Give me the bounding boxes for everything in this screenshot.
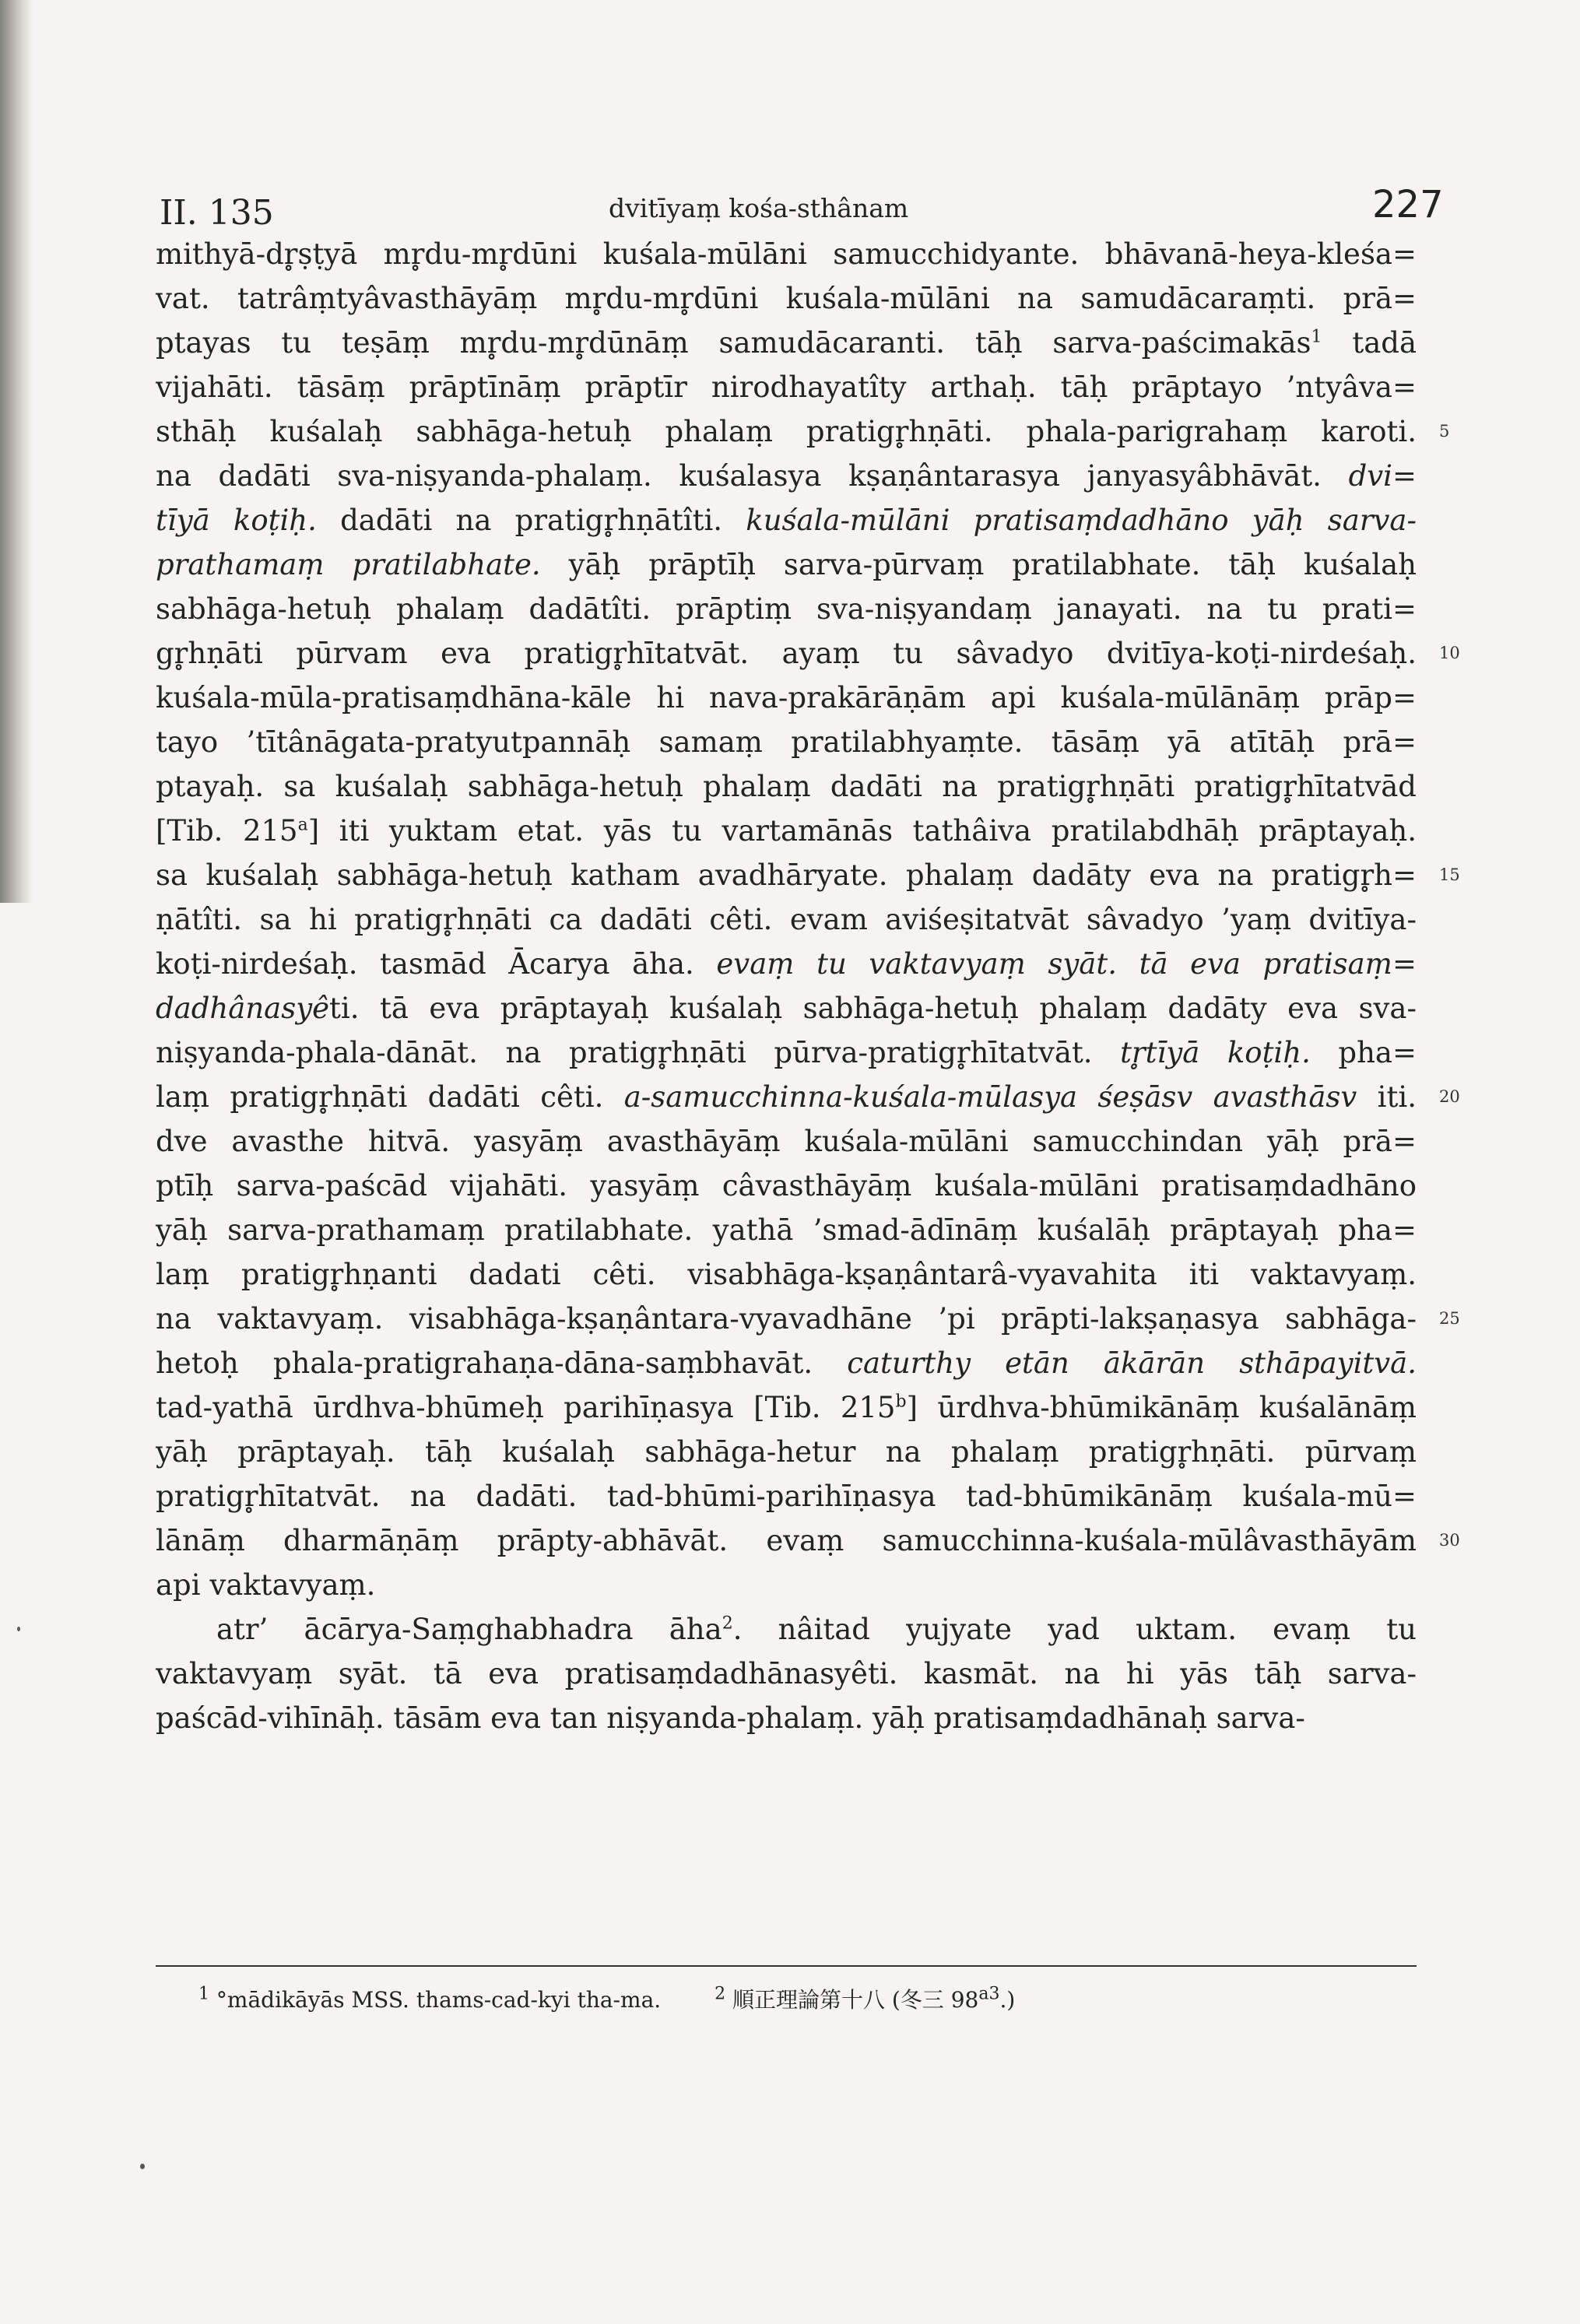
- line-number: 25: [1439, 1309, 1460, 1328]
- main-text: [156, 232, 1460, 1740]
- text-run: ptīḥ sarva-paścād vijahāti. yasyāṃ câvasthāyāṃ kuśala-mūlāni pratisaṃdadhāno: [156, 1169, 1417, 1202]
- text-line: [156, 1652, 1417, 1696]
- text-run: yāḥ prāptīḥ sarva-pūrvaṃ pratilabhate. tāḥ kuśalaḥ: [540, 548, 1417, 581]
- text-run: ṇātîti. sa hi pratigr̥hṇāti ca dadāti cêti. evam aviśeṣitatvāt sâvadyo ’yaṃ dvitīya-: [156, 903, 1417, 936]
- text-run: pha=: [1310, 1036, 1417, 1069]
- text-run: 2: [722, 1613, 733, 1634]
- chapter-title: dvitīyaṃ kośa-sthânam: [609, 193, 909, 223]
- text-line: [156, 853, 1460, 897]
- text-line: [156, 1563, 1417, 1607]
- text-run: yāḥ prāptayaḥ. tāḥ kuśalaḥ sabhāga-hetur na phalaṃ pratigr̥hṇāti. pūrvaṃ: [156, 1435, 1417, 1469]
- footnote-2-close: .): [999, 1987, 1016, 2013]
- text-run: ] ūrdhva-bhūmikānāṃ kuśalānāṃ: [906, 1391, 1417, 1424]
- text-run: tīyā koṭiḥ.: [156, 504, 317, 537]
- text-line: [156, 764, 1417, 809]
- line-number: 20: [1439, 1087, 1460, 1106]
- text-run: laṃ pratigr̥hṇāti dadāti cêti.: [156, 1080, 624, 1114]
- text-line: [156, 720, 1417, 764]
- text-line: [156, 809, 1417, 853]
- text-run: tr̥tīyā koṭiḥ.: [1120, 1036, 1311, 1069]
- footnote-2-number: 2: [715, 1984, 726, 2004]
- text-run: hetoḥ phala-pratigrahaṇa-dāna-saṃbhavāt.: [156, 1346, 848, 1380]
- text-line: [156, 1297, 1460, 1341]
- footnote-1: [198, 1984, 668, 2013]
- text-run: vaktavyaṃ syāt. tā eva pratisaṃdadhānasyêti. kasmāt. na hi yās tāḥ sarva-: [156, 1657, 1417, 1690]
- text-run: laṃ pratigr̥hṇanti dadati cêti. visabhāga-kṣaṇântarâ-vyavahita iti vaktavyaṃ.: [156, 1258, 1417, 1291]
- text-line: [156, 1341, 1417, 1385]
- text-line: [156, 986, 1417, 1030]
- text-run: na vaktavyaṃ. visabhāga-kṣaṇântara-vyavadhāne ’pi prāpti-lakṣaṇasya sabhāga-: [156, 1302, 1417, 1336]
- text-run: a-samucchinna-kuśala-mūlasya śeṣāsv avasthāsv: [623, 1080, 1357, 1114]
- text-line: [156, 1607, 1417, 1652]
- text-run: evaṃ tu vaktavyaṃ syāt. tā eva pratisaṃ=: [716, 947, 1417, 981]
- text-run: pratigr̥hītatvāt. na dadāti. tad-bhūmi-parihīṇasya tad-bhūmikānāṃ kuśala-mū=: [156, 1480, 1417, 1513]
- text-run: kuśala-mūlāni pratisaṃdadhāno yāḥ sarva-: [746, 504, 1417, 537]
- text-run: [Tib. 215: [156, 814, 298, 848]
- text-run: 1: [1311, 327, 1322, 347]
- text-line: [156, 542, 1417, 587]
- footnote-1-number: 1: [198, 1984, 209, 2004]
- text-run: tad-yathā ūrdhva-bhūmeḥ parihīṇasya [Tib. 215: [156, 1391, 896, 1424]
- text-run: caturthy etān ākārān sthāpayitvā.: [847, 1346, 1417, 1380]
- text-line: [156, 1430, 1417, 1474]
- scan-speck: [17, 1627, 20, 1631]
- running-head: [0, 179, 1580, 233]
- text-run: na dadāti sva-niṣyanda-phalaṃ. kuśalasya kṣaṇântarasya janyasyâbhāvāt.: [156, 459, 1349, 493]
- text-line: [156, 1474, 1417, 1518]
- text-run: prathamaṃ pratilabhate.: [156, 548, 541, 581]
- text-line: [156, 321, 1417, 365]
- text-line: [156, 1075, 1460, 1119]
- text-run: ptayas tu teṣāṃ mr̥du-mr̥dūnāṃ samudācaranti. tāḥ sarva-paścimakās: [156, 326, 1311, 360]
- footnote-2: [715, 1984, 1016, 2013]
- line-number: 5: [1439, 422, 1450, 441]
- text-run: lānāṃ dharmāṇāṃ prāpty-abhāvāt. evaṃ samucchinna-kuśala-mūlâvasthāyām: [156, 1524, 1417, 1557]
- text-run: vat. tatrâṃtyâvasthāyāṃ mr̥du-mr̥dūni kuśala-mūlāni na samudācaraṃti. prā=: [156, 282, 1417, 315]
- text-run: tayo ’tītânāgata-pratyutpannāḥ samaṃ pratilabhyaṃte. tāsāṃ yā atītāḥ prā=: [156, 725, 1417, 759]
- text-run: dvi=: [1348, 459, 1417, 493]
- text-line: [156, 631, 1460, 676]
- text-run: tadā: [1322, 326, 1417, 360]
- page-reference: II. 135: [160, 193, 274, 233]
- text-run: iti.: [1357, 1080, 1417, 1114]
- text-run: api vaktavyaṃ.: [156, 1568, 376, 1602]
- footnote-1-text: °mādikāyās MSS. thams-cad-kyi tha-ma.: [216, 1987, 662, 2013]
- text-run: a: [297, 815, 308, 835]
- text-line: [156, 1518, 1460, 1563]
- text-run: b: [895, 1392, 907, 1412]
- footnote-2-text: 順正理論第十八 (冬三 98: [732, 1987, 979, 2013]
- line-number: 30: [1439, 1531, 1460, 1550]
- scan-speck: [140, 2164, 145, 2169]
- text-line: [156, 409, 1450, 454]
- text-line: [156, 897, 1417, 942]
- text-run: mithyā-dr̥ṣṭyā mr̥du-mr̥dūni kuśala-mūlāni samucchidyante. bhāvanā-heya-kleśa=: [156, 237, 1417, 271]
- text-line: [156, 1164, 1417, 1208]
- text-line: [156, 676, 1417, 720]
- text-run: dve avasthe hitvā. yasyāṃ avasthāyāṃ kuśala-mūlāni samucchindan yāḥ prā=: [156, 1125, 1417, 1158]
- text-line: [156, 1252, 1417, 1297]
- text-line: [156, 942, 1417, 986]
- text-run: ti. tā eva prāptayaḥ kuśalaḥ sabhāga-hetuḥ phalaṃ dadāty eva sva-: [329, 992, 1417, 1025]
- text-run: dadāti na pratigr̥hṇātîti.: [316, 504, 746, 537]
- text-run: ] iti yuktam etat. yās tu vartamānās tathâiva pratilabdhāḥ prāptayaḥ.: [307, 814, 1417, 848]
- text-run: vijahāti. tāsāṃ prāptīnāṃ prāptīr nirodhayatîty arthaḥ. tāḥ prāptayo ’ntyâva=: [156, 370, 1417, 404]
- footnote-rule: [156, 1965, 1417, 1967]
- text-run: ptayaḥ. sa kuśalaḥ sabhāga-hetuḥ phalaṃ dadāti na pratigr̥hṇāti pratigr̥hītatvād: [156, 770, 1417, 803]
- text-line: [156, 1208, 1417, 1252]
- text-run: yāḥ sarva-prathamaṃ pratilabhate. yathā ’smad-ādīnāṃ kuśalāḥ prāptayaḥ pha=: [156, 1213, 1417, 1247]
- text-run: paścād-vihīnāḥ. tāsām eva tan niṣyanda-phalaṃ. yāḥ pratisaṃdadhānaḥ sarva-: [156, 1701, 1305, 1735]
- page-number: 227: [1372, 183, 1444, 226]
- text-line: [156, 1385, 1417, 1430]
- line-number: 15: [1439, 865, 1460, 884]
- line-number: 10: [1439, 644, 1460, 662]
- footnotes: [198, 1983, 1062, 2014]
- text-line: [156, 232, 1417, 276]
- text-line: [156, 365, 1417, 409]
- text-run: atr’ ācārya-Saṃghabhadra āha: [216, 1613, 722, 1646]
- text-run: sthāḥ kuśalaḥ sabhāga-hetuḥ phalaṃ pratigr̥hṇāti. phala-parigrahaṃ karoti.: [156, 415, 1417, 448]
- scanned-page-edge: [0, 0, 33, 903]
- text-line: [156, 454, 1417, 498]
- text-line: [156, 1119, 1417, 1164]
- text-line: [156, 276, 1417, 321]
- text-run: dadhânasyê: [156, 992, 329, 1025]
- text-run: koṭi-nirdeśaḥ. tasmād Ācarya āha.: [156, 947, 717, 981]
- text-line: [156, 498, 1417, 542]
- text-line: [156, 1696, 1417, 1740]
- text-run: . nâitad yujyate yad uktam. evaṃ tu: [732, 1613, 1417, 1646]
- text-line: [156, 1030, 1417, 1075]
- text-run: niṣyanda-phala-dānāt. na pratigr̥hṇāti pūrva-pratigr̥hītatvāt.: [156, 1036, 1121, 1069]
- text-run: kuśala-mūla-pratisaṃdhāna-kāle hi nava-prakārāṇām api kuśala-mūlānāṃ prāp=: [156, 681, 1417, 714]
- text-run: gr̥hṇāti pūrvam eva pratigr̥hītatvāt. ayaṃ tu sâvadyo dvitīya-koṭi-nirdeśaḥ.: [156, 637, 1417, 670]
- footnote-2-folio: a3: [978, 1984, 1000, 2004]
- text-run: sabhāga-hetuḥ phalaṃ dadātîti. prāptiṃ sva-niṣyandaṃ janayati. na tu prati=: [156, 592, 1417, 626]
- text-run: sa kuśalaḥ sabhāga-hetuḥ katham avadhāryate. phalaṃ dadāty eva na pratigr̥h=: [156, 858, 1417, 892]
- text-line: [156, 587, 1417, 631]
